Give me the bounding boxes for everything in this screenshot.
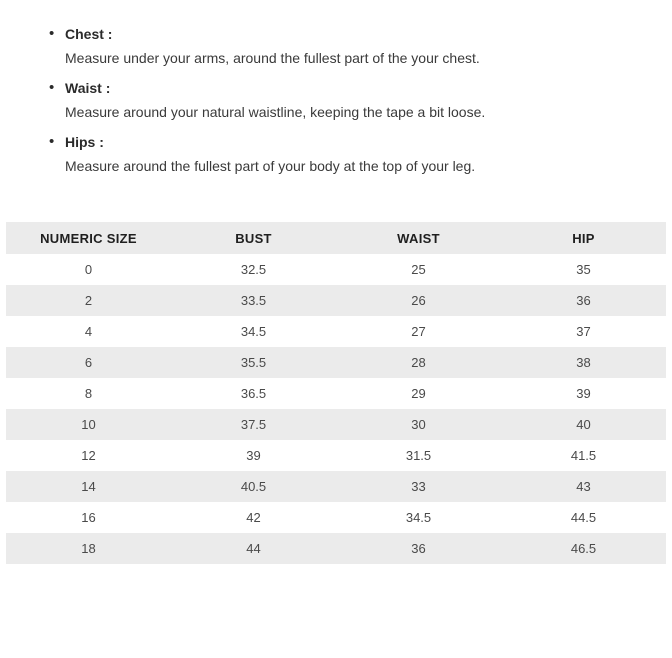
- size-chart-table: [6, 222, 666, 564]
- table-cell: 36: [411, 541, 426, 556]
- table-cell: 40.5: [240, 479, 267, 494]
- table-cell: 36: [576, 293, 591, 308]
- table-cell: 27: [411, 324, 426, 339]
- table-cell: 44: [246, 541, 261, 556]
- table-cell: 37.5: [240, 417, 267, 432]
- table-row: [6, 347, 666, 378]
- table-cell: 37: [576, 324, 591, 339]
- table-row: [6, 285, 666, 316]
- table-cell: 29: [411, 386, 426, 401]
- table-cell: 38: [576, 355, 591, 370]
- table-cell: 0: [84, 262, 93, 277]
- table-row: [6, 502, 666, 533]
- instruction-item-hips: [65, 130, 672, 178]
- instruction-item-waist: [65, 76, 672, 124]
- table-cell: 39: [246, 448, 261, 463]
- table-cell: 41.5: [570, 448, 597, 463]
- table-cell: 6: [84, 355, 93, 370]
- table-cell: 42: [246, 510, 261, 525]
- table-cell: 33.5: [240, 293, 267, 308]
- table-row: [6, 254, 666, 285]
- table-cell: 36.5: [240, 386, 267, 401]
- column-header-numeric-size: NUMERIC SIZE: [6, 222, 171, 254]
- table-row: [6, 440, 666, 471]
- table-cell: 26: [411, 293, 426, 308]
- table-cell: 16: [81, 510, 96, 525]
- table-cell: 46.5: [570, 541, 597, 556]
- table-cell: 25: [411, 262, 426, 277]
- table-row: [6, 471, 666, 502]
- table-cell: 44.5: [570, 510, 597, 525]
- table-cell: 31.5: [405, 448, 432, 463]
- table-cell: 8: [84, 386, 93, 401]
- table-cell: 14: [81, 479, 96, 494]
- column-header-waist: WAIST: [336, 222, 501, 254]
- table-cell: 39: [576, 386, 591, 401]
- instruction-term: • Hips :: [65, 134, 104, 150]
- table-cell: 10: [81, 417, 96, 432]
- table-header-row: [6, 222, 666, 254]
- table-row: [6, 533, 666, 564]
- table-cell: 35: [576, 262, 591, 277]
- column-header-hip: HIP: [501, 222, 666, 254]
- measurement-instructions: [0, 0, 672, 178]
- instruction-item-chest: [65, 22, 672, 70]
- table-cell: 4: [84, 324, 93, 339]
- size-table-body: [6, 254, 666, 564]
- table-cell: 18: [81, 541, 96, 556]
- table-cell: 12: [81, 448, 96, 463]
- table-cell: 28: [411, 355, 426, 370]
- table-cell: 34.5: [405, 510, 432, 525]
- instruction-description: Measure around the fullest part of your body at the top of your leg.: [65, 158, 476, 174]
- instruction-description: Measure under your arms, around the fullest part of the your chest.: [65, 50, 480, 66]
- table-cell: 32.5: [240, 262, 267, 277]
- table-row: [6, 316, 666, 347]
- table-cell: 43: [576, 479, 591, 494]
- table-cell: 30: [411, 417, 426, 432]
- table-cell: 35.5: [240, 355, 267, 370]
- table-cell: 34.5: [240, 324, 267, 339]
- table-cell: 40: [576, 417, 591, 432]
- table-cell: 2: [84, 293, 93, 308]
- instruction-term: • Chest :: [65, 26, 113, 42]
- column-header-bust: BUST: [171, 222, 336, 254]
- instruction-description: Measure around your natural waistline, keeping the tape a bit loose.: [65, 104, 486, 120]
- table-row: [6, 409, 666, 440]
- instruction-term: • Waist :: [65, 80, 111, 96]
- table-cell: 33: [411, 479, 426, 494]
- table-row: [6, 378, 666, 409]
